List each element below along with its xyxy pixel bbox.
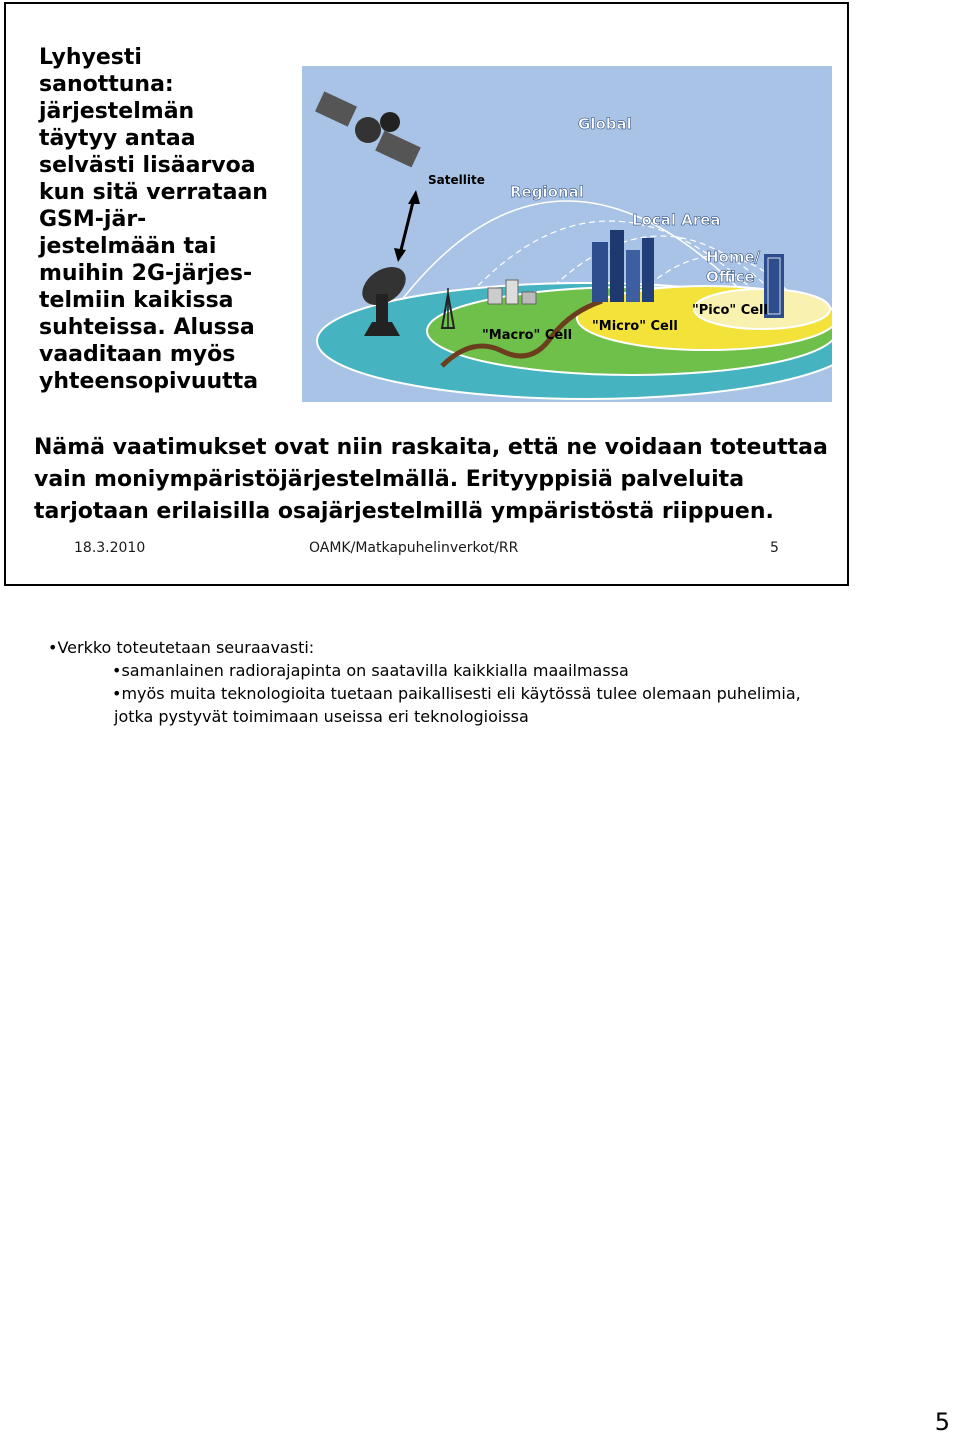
label-satellite: Satellite xyxy=(428,173,485,187)
slide-footer xyxy=(6,540,851,564)
label-pico-cell: "Pico" Cell xyxy=(692,303,768,318)
satellite-icon xyxy=(315,91,421,167)
uplink-arrow-icon xyxy=(394,190,420,262)
label-micro-cell: "Micro" Cell xyxy=(592,319,678,334)
coverage-diagram xyxy=(302,66,832,402)
label-global: Global xyxy=(578,115,632,133)
label-local-area: Local Area xyxy=(632,211,721,229)
footer-date: 18.3.2010 xyxy=(74,540,146,556)
city-icon xyxy=(592,230,654,302)
page-number: 5 xyxy=(934,1408,950,1436)
speaker-notes xyxy=(48,636,828,728)
intro-text: Lyhyesti sanottuna: järjestelmän täytyy antaa selvästi lisäarvoa kun sitä verrataan GSM-jär- jestelmään tai muihin 2G-järjes- telmiin kaikissa suhteissa. Alussa vaaditaan myös yhteensopivuutta xyxy=(39,45,268,394)
coverage-diagram-svg xyxy=(302,66,832,402)
footer-slide-number: 5 xyxy=(770,540,779,556)
slide-frame xyxy=(4,2,849,586)
label-home-office-2: Office xyxy=(706,268,755,286)
notes-item: • samanlainen radiorajapinta on saatavilla kaikkialla maailmassa xyxy=(114,659,828,682)
footer-source: OAMK/Matkapuhelinverkot/RR xyxy=(309,540,519,556)
notes-item: • myös muita teknologioita tuetaan paikallisesti eli käytössä tulee olemaan puhelimia, jotka pystyvät toimimaan useissa eri teknologioissa xyxy=(114,682,828,728)
statement-text: Nämä vaatimukset ovat niin raskaita, että ne voidaan toteuttaa vain moniympäristöjärjestelmällä. Erityyppisiä palveluita tarjotaan erilaisilla osajärjestelmillä ympäristöstä riippuen. xyxy=(34,435,828,524)
label-regional: Regional xyxy=(510,183,584,201)
label-home-office-1: Home/ xyxy=(706,248,761,266)
label-macro-cell: "Macro" Cell xyxy=(482,328,573,343)
notes-heading: • Verkko toteutetaan seuraavasti: xyxy=(48,636,828,659)
